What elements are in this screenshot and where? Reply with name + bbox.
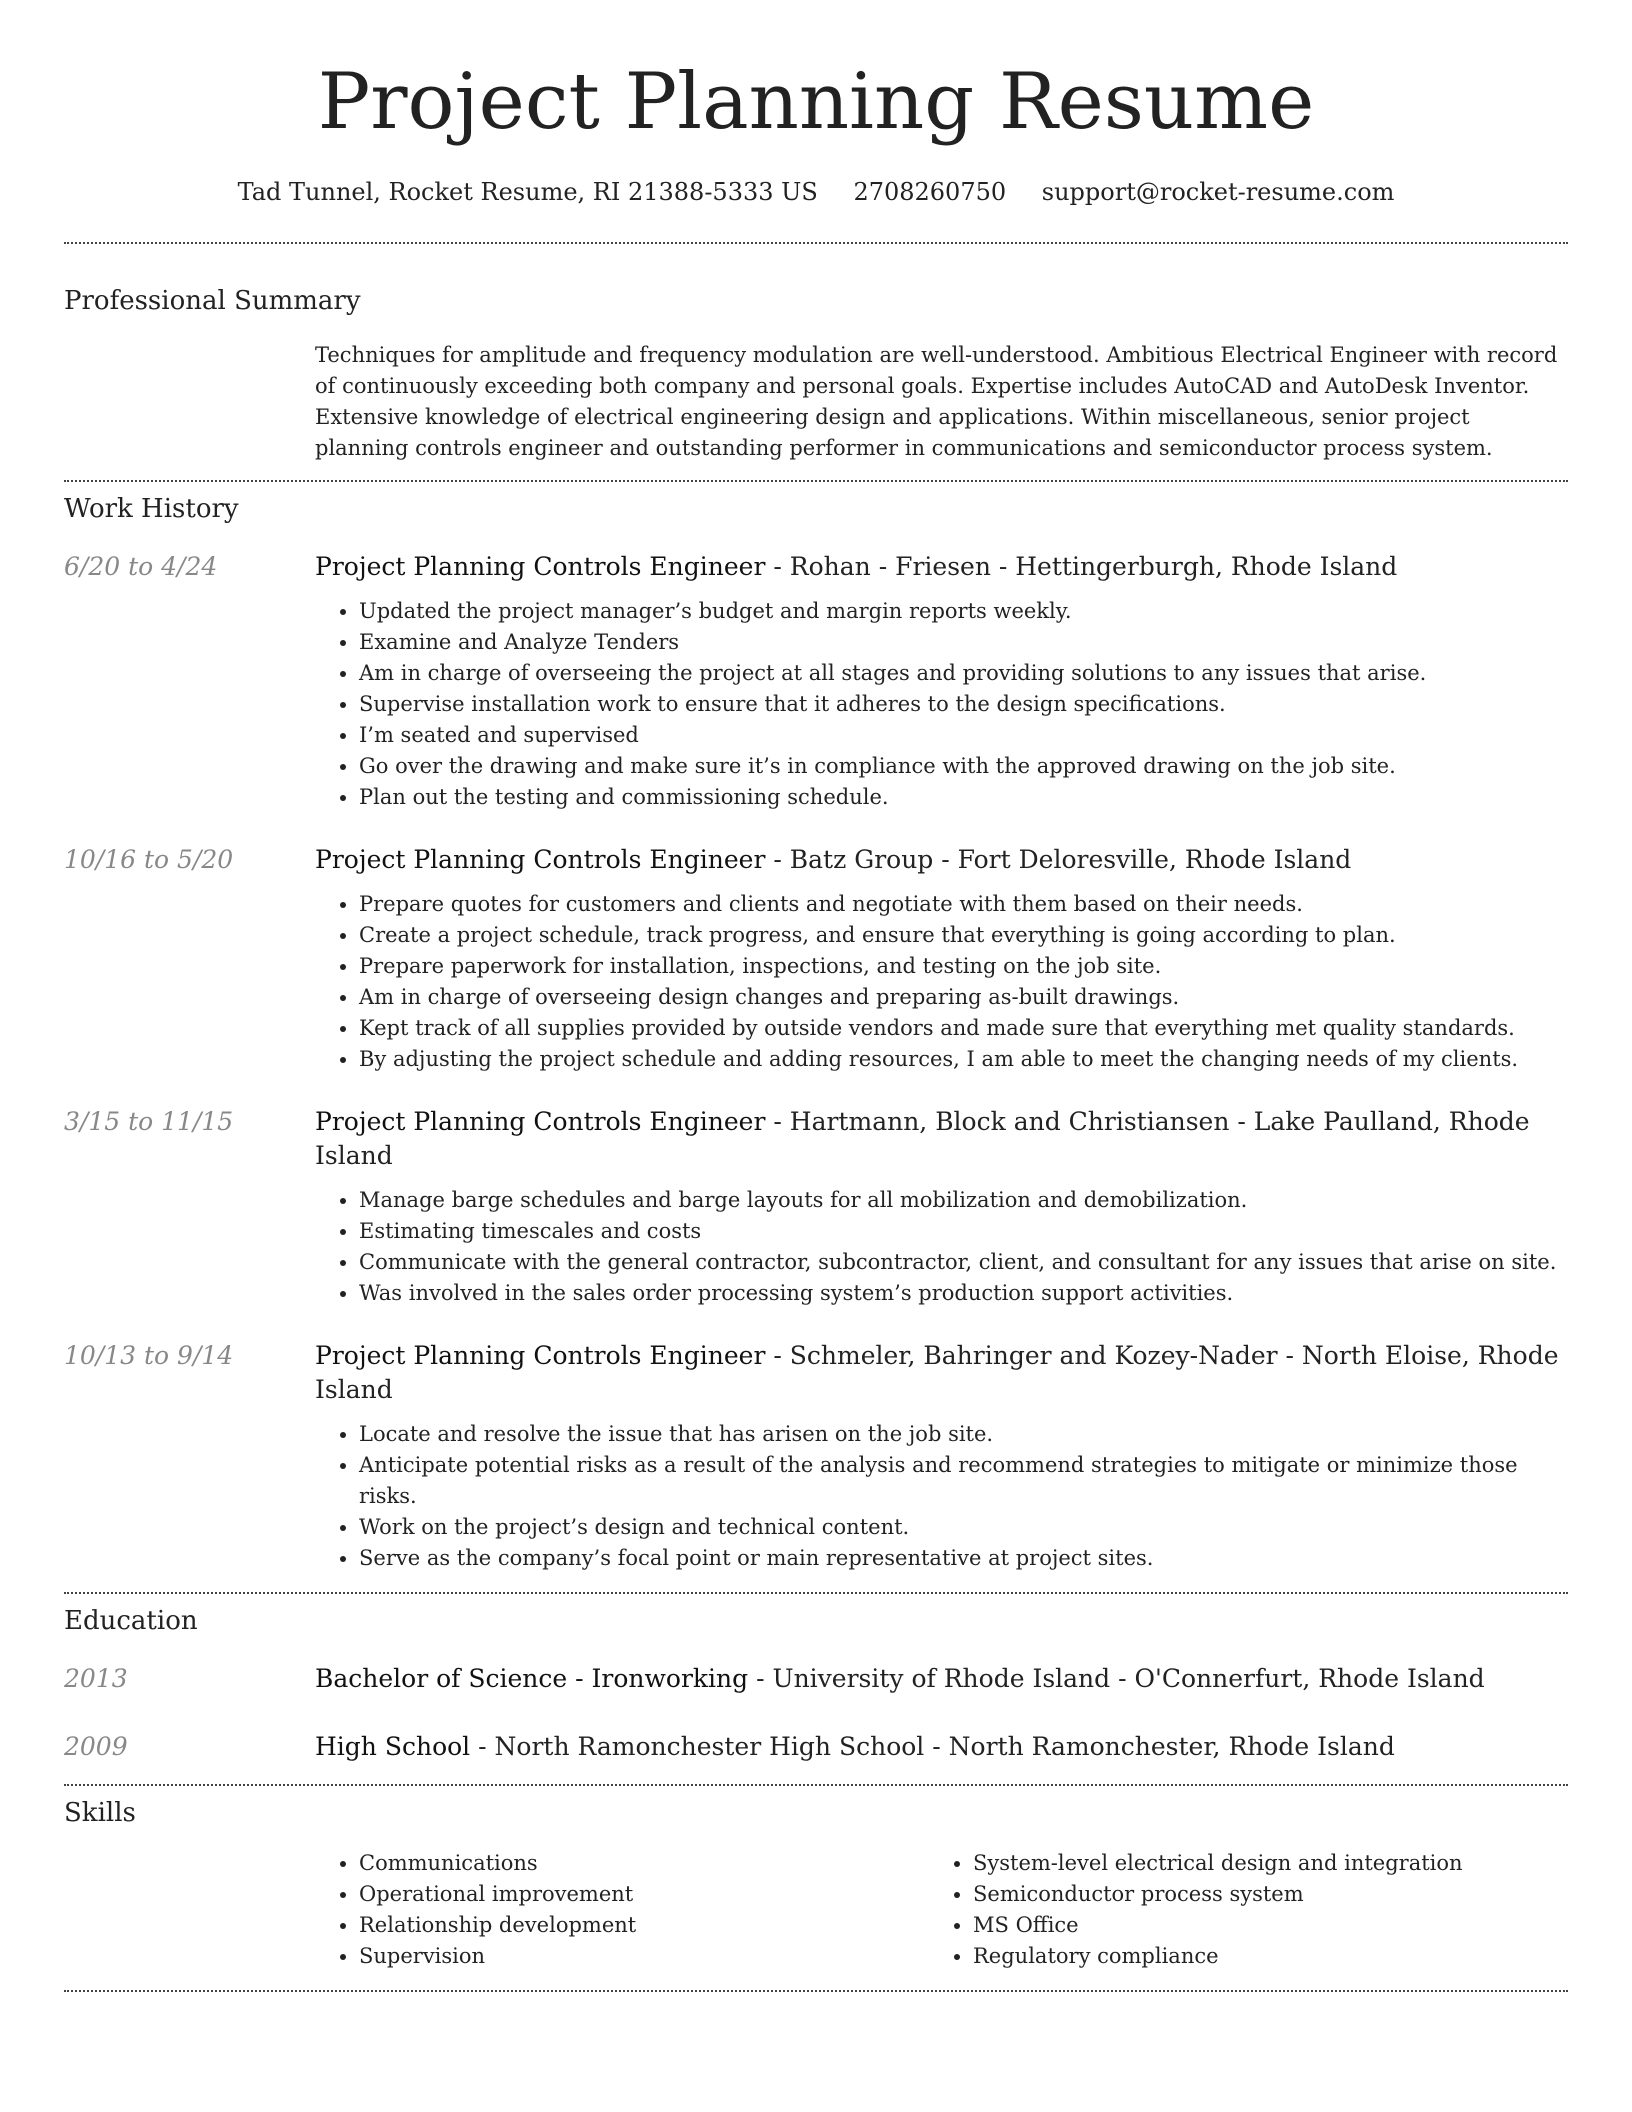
email: support@rocket-resume.com (1041, 178, 1395, 206)
list-item: • Estimating timescales and costs (359, 1216, 1568, 1247)
job-dates: 6/20 to 4/24 (64, 552, 218, 581)
list-item: • Work on the project’s design and technical content. (359, 1512, 1568, 1543)
summary-heading: Professional Summary (64, 286, 361, 316)
job-title (315, 550, 1397, 584)
job-employer: - Schmeler, Bahringer and Kozey-Nader - North Eloise, Rhode Island (315, 1341, 1559, 1404)
education-heading: Education (64, 1606, 198, 1636)
list-item: • Supervision (359, 1941, 929, 1972)
job-employer: - Rohan - Friesen - Hettingerburgh, Rhode Island (765, 552, 1398, 581)
education-entry (64, 1662, 1568, 1696)
job-entry (64, 1339, 1568, 1574)
list-item: • Supervise installation work to ensure that it adheres to the design specifications. (359, 689, 1568, 720)
job-duties (315, 1185, 1568, 1309)
education-school: - University of Rhode Island - O'Connerfurt, Rhode Island (748, 1664, 1485, 1693)
address: Tad Tunnel, Rocket Resume, RI 21388-5333 US (237, 178, 818, 206)
list-item: • Relationship development (359, 1910, 929, 1941)
work-heading: Work History (64, 494, 239, 524)
summary-text: Techniques for amplitude and frequency modulation are well-understood. Ambitious Electrical Engineer with record of continuously exceeding both company and personal goals. Expertise includes AutoCAD and AutoDesk Inventor. Extensive knowledge of electrical engineering design and applications. Within miscellaneous, senior project planning controls engineer and outstanding performer in communications and semiconductor process system. (315, 343, 1558, 460)
education-entry (64, 1730, 1568, 1764)
list-item: • I’m seated and supervised (359, 720, 1568, 751)
job-role: Project Planning Controls Engineer (315, 1107, 766, 1136)
job-dates: 3/15 to 11/15 (64, 1107, 234, 1136)
job-duties (315, 889, 1568, 1075)
education-degree: Bachelor of Science - Ironworking (315, 1664, 749, 1693)
job-duties (315, 596, 1568, 813)
education-year: 2013 (64, 1664, 128, 1693)
list-item: • Go over the drawing and make sure it’s in compliance with the approved drawing on the job site. (359, 751, 1568, 782)
list-item: • Communications (359, 1848, 929, 1879)
list-item: • Operational improvement (359, 1879, 929, 1910)
skills-column-right (929, 1848, 1543, 1972)
job-dates: 10/16 to 5/20 (64, 845, 234, 874)
list-item: • Plan out the testing and commissioning schedule. (359, 782, 1568, 813)
list-item: • Kept track of all supplies provided by outside vendors and made sure that everything met quality standards. (359, 1013, 1568, 1044)
page-title: Project Planning Resume (317, 57, 1315, 147)
phone: 2708260750 (853, 178, 1007, 206)
list-item: • Communicate with the general contractor, subcontractor, client, and consultant for any issues that arise on site. (359, 1247, 1568, 1278)
divider (64, 1990, 1568, 1992)
list-item: • System-level electrical design and integration (973, 1848, 1543, 1879)
list-item: • Serve as the company’s focal point or main representative at project sites. (359, 1543, 1568, 1574)
list-item: • By adjusting the project schedule and adding resources, I am able to meet the changing needs of my clients. (359, 1044, 1568, 1075)
list-item: • Regulatory compliance (973, 1941, 1543, 1972)
job-title (315, 1105, 1568, 1173)
list-item: • Prepare quotes for customers and clients and negotiate with them based on their needs. (359, 889, 1568, 920)
list-item: • Am in charge of overseeing design changes and preparing as-built drawings. (359, 982, 1568, 1013)
job-employer: - Batz Group - Fort Deloresville, Rhode Island (765, 845, 1352, 874)
education-year: 2009 (64, 1732, 128, 1761)
job-role: Project Planning Controls Engineer (315, 552, 766, 581)
list-item: • Updated the project manager’s budget and margin reports weekly. (359, 596, 1568, 627)
summary-section (64, 244, 1568, 464)
job-entry (64, 1105, 1568, 1309)
education-line (315, 1662, 1485, 1696)
job-title (315, 843, 1351, 877)
work-section (64, 482, 1568, 1574)
resume-page (64, 0, 1568, 1992)
skills-section (64, 1786, 1568, 1972)
job-title (315, 1339, 1568, 1407)
education-line (315, 1730, 1395, 1764)
list-item: • Locate and resolve the issue that has arisen on the job site. (359, 1419, 1568, 1450)
job-duties (315, 1419, 1568, 1574)
skills-list (315, 1848, 1568, 1972)
job-entry (64, 843, 1568, 1075)
job-role: Project Planning Controls Engineer (315, 845, 766, 874)
skills-heading: Skills (64, 1798, 136, 1828)
list-item: • Anticipate potential risks as a result of the analysis and recommend strategies to mitigate or minimize those risks. (359, 1450, 1568, 1512)
list-item: • Create a project schedule, track progress, and ensure that everything is going according to plan. (359, 920, 1568, 951)
list-item: • Manage barge schedules and barge layouts for all mobilization and demobilization. (359, 1185, 1568, 1216)
education-degree: High School (315, 1732, 471, 1761)
skills-column-left (315, 1848, 929, 1972)
education-section (64, 1594, 1568, 1764)
education-school: - North Ramonchester High School - North Ramonchester, Rhode Island (470, 1732, 1395, 1761)
job-entry (64, 550, 1568, 813)
list-item: • Examine and Analyze Tenders (359, 627, 1568, 658)
job-employer: - Hartmann, Block and Christiansen - Lake Paulland, Rhode Island (315, 1107, 1530, 1170)
job-dates: 10/13 to 9/14 (64, 1341, 234, 1370)
list-item: • Was involved in the sales order processing system’s production support activities. (359, 1278, 1568, 1309)
contact-line (64, 176, 1568, 208)
list-item: • Prepare paperwork for installation, inspections, and testing on the job site. (359, 951, 1568, 982)
list-item: • MS Office (973, 1910, 1543, 1941)
list-item: • Am in charge of overseeing the project at all stages and providing solutions to any issues that arise. (359, 658, 1568, 689)
list-item: • Semiconductor process system (973, 1879, 1543, 1910)
job-role: Project Planning Controls Engineer (315, 1341, 766, 1370)
